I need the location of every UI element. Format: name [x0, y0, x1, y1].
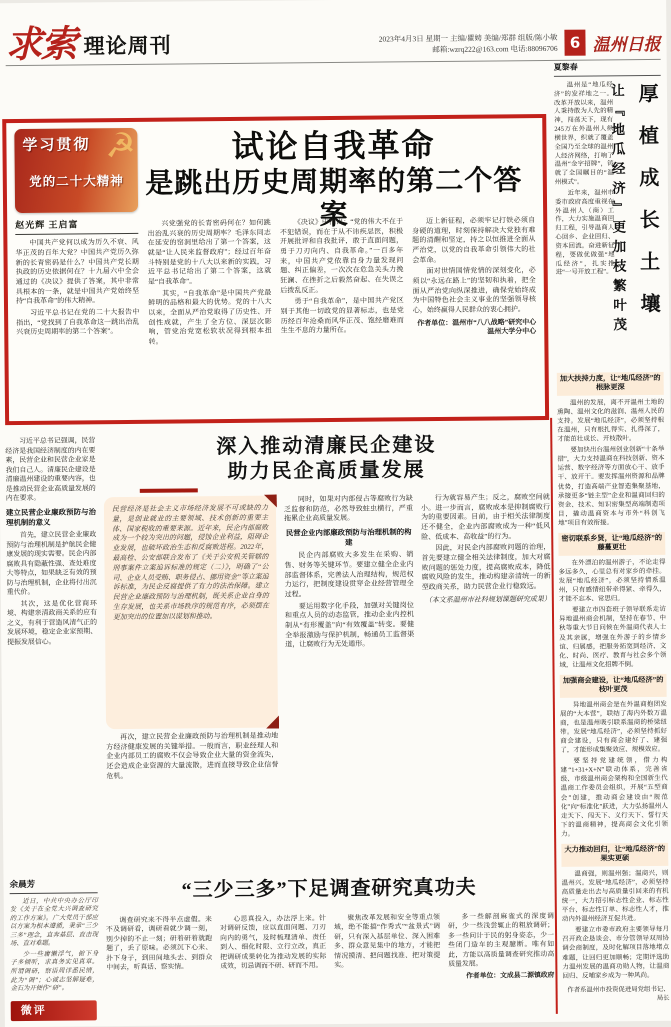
civic-paragraph: 再次，建立民营企业廉政预防与治理机制是推动地方经济健康发展的关键举措。一般而言，职业经理人和企业内部员工的腐败不仅会导致企业大量的资金流失，还会造成企业资源的大量流散，进而直接导致企业信誉危机。	[106, 731, 279, 780]
civic-paragraph: 习近平总书记强调，民营经济是我国经济制度的内在要素，民营企业和民营企业家是我们自己人。清廉民企建设是清廉温州建设的重要内容，也是推动民营企业高质量发展的内在要求。	[5, 437, 96, 503]
editor-note-text: 民营经济是社会主义市场经济发展不可或缺的力量，是创业就业的主要领域、技术创新的重要主体、国家税收的重要来源。近年来，民企内部腐败成为一个较为突出的问题，侵蚀企业利益，阻碍企业发展，也破坏政治生态和反腐败进程。2022年，最高检、公安部联合发布了《关于公安机关管辖的刑事案件立案追诉标准的规定（二）》，明确了“公司、企业人员受贿、职务侵占、挪用资金”等立案追诉标准，为民企反腐提供了有力的法治保障。建立民营企业廉政预防与治理机制，既关系企业自身的生存发展，也关系市场秩序的规范有序，必须摆在更加突出的位置加以谋划和推动。	[111, 504, 269, 621]
lead-column-1	[14, 128, 140, 415]
sweet-section-heading: 大力推动回归，让“地瓜经济”的果实更硕	[561, 843, 668, 867]
survey-intro-paragraph: 少一些庸懒浮气，俯下身子多倾听，求真务实见真章。所谓调研，察语周详悉民情，此为“调”；心诚志坚解疑难，金石为开便作“研”。	[10, 950, 99, 993]
civic-paragraph: 民企内部腐败大多发生在采购、销售、财务等关键环节。要建立健全企业内部监督体系，完善法人治理结构，规范权力运行，把制度建设贯穿企业经营管理全过程。	[284, 550, 414, 599]
lead-attribution: 作者单位：温州市“八八战略”研究中心温州大学分中心	[417, 317, 537, 336]
sweet-paragraph: 温州的发展，离不开温州土地的熏陶、温州文化的滋润、温州人民的支持。发展“地瓜经济”，必须坚持根在温州，只有根扎得实、扎得深了，才能茁壮成长、开枝散叶。	[557, 398, 665, 443]
civic-paragraph: 同时，如果对内部侵占等腐败行为缺乏监督和防范，必然导致蛀虫横行，严重拖累企业高质量发展。	[283, 494, 414, 523]
civic-article	[5, 432, 553, 867]
sweet-attribution: 作者系温州市投资促进局党组书记、局长	[567, 985, 670, 1002]
sweet-section-heading: 加强商会建设，让“地瓜经济”的枝叶更茂	[560, 674, 667, 698]
civic-paragraph: 行为就容易产生；反之，腐败空间就小。进一步而言，腐败成本是抑制腐败行为的重要因素。目前，由于相关法律制度还不健全，企业内部腐败成为一种“低风险、低成本、高收益”的行为。	[420, 492, 551, 541]
page-header	[5, 3, 661, 66]
lead-column-4	[411, 124, 537, 411]
vertical-headline-line2: 让『地瓜经济』更加枝繁叶茂	[608, 83, 627, 337]
page-number-badge: 6	[564, 30, 585, 56]
sweet-paragraph: 温商强，则温州强；温商兴，则温州兴。发展“地瓜经济”，必须坚持高质量走出去与高质量引回来的有机统一，大力招引标志性企业、标志性平台、标志性订单、标志性人才，推动内外温州经济互促共进。	[561, 869, 669, 924]
civic-paragraph: 因此，对民企内部腐败问题的治理，首先要建立健全相关法律制度，加大对腐败问题的惩处力度，提高腐败成本，降低腐败风险的发生，推动构建亲清统一的新型政商关系，助力民营企业行稳致远。	[421, 543, 551, 592]
sweet-section-2	[558, 532, 666, 670]
civic-column-2	[284, 494, 416, 782]
lead-paragraph: 习近平总书记在党的二十大报告中指出，“党找到了自我革命这一跳出治乱兴衰历史周期率的第二个答案”。	[16, 307, 140, 337]
sweet-paragraph: 要建立市四套班子领导联系走访异地温州商会机制，坚持在春节、中秋等重大节日问候在外温商代表人士及其亲属，增强在外游子的乡情乡谊、归属感，把服务拓宽到经济、文化、时尚、医疗、教育与社会多个领域，让温州文化招牌不倒。	[559, 606, 667, 669]
civic-column-note	[104, 496, 279, 784]
corner-fold-icon	[266, 716, 279, 729]
sweet-top-block	[554, 81, 664, 368]
survey-paragraph: 聚焦改革发展和安全等重点领域，绝不能搞“作秀式”“盆景式”调研，只有深入基层单位、深入困难多、群众意见集中的地方，才能把情况摸清、把问题找准、把对策提实。	[333, 914, 441, 969]
study-banner-line1: 学习贯彻	[22, 137, 91, 154]
civic-headline-line2: 助力民企高质量发展	[227, 459, 426, 484]
lead-authors: 赵光辉 王启富	[15, 212, 138, 236]
sweet-section-heading: 加大扶持力度，让“地瓜经济”的根脉更深	[557, 372, 664, 396]
sweet-potato-article	[554, 61, 670, 1018]
lead-column-3	[279, 125, 405, 412]
survey-paragraph: 心思真投入，办法浮上来。针对调研反馈，应以直面问题、刀刃向内的勇气，及时梳理清单、责任到人、细化时限、立行立改，真正把调研成果转化为推动发展的实际成效，切忌调而不研、研而不用。	[219, 915, 327, 971]
vertical-headline-line1: 厚植成长土壤	[634, 82, 660, 336]
newspaper-name: 温州日报	[592, 34, 661, 56]
survey-article	[9, 870, 554, 1023]
civic-paragraph: 要运用数字化手段，加强对关键岗位和重点人员的动态监管，推动企业内控机制从“有形覆盖”向“有效覆盖”转变。要健全举报激励与保护机制，畅通员工监督渠道，让腐败行为无处遁形。	[284, 600, 415, 649]
contact-line: 邮箱:wzrq222@163.com 电话:88096706	[432, 43, 558, 55]
party-emblem-icon: ☭	[105, 127, 136, 166]
masthead-logo: 求索	[5, 21, 76, 66]
civic-rail-column	[5, 436, 99, 867]
lead-column-2	[147, 127, 273, 414]
micro-comment-label: 微评	[11, 1000, 97, 1021]
sweet-paragraph: 温州是“地瓜经济”的发祥地之一。改革开放以来，温州人秉持敢为人先的精神，闯荡天下，现有245万在外温州人纵横世界，织就了覆盖全国乃至全球的温州人经济网络，打响了温州“金字招牌”，铸就了全国瞩目的“温州模式”。	[553, 81, 614, 186]
civic-paragraph: 其次，这是优化营商环境、构建亲清政商关系的应有之义，有利于营造风清气正的发展环境，稳定企业家预期、提振发展信心。	[6, 599, 98, 646]
survey-paragraph: 多一些解剖麻雀式的深度调研，少一些浅尝辄止的粗放调研；多一些问计于民的躬身姿态，少一些闭门造车的主观臆断。唯有如此，方能以高质量调查研究推动高质量发展。	[447, 912, 555, 968]
study-banner	[14, 128, 138, 213]
date-line: 2023年4月3日 星期一 主编/瞿娉 美编/郑群 组版/陈小敏	[378, 32, 558, 44]
issue-info	[379, 32, 558, 56]
survey-headline: “三少三多”下足调查研究真功夫	[181, 876, 477, 902]
lead-paragraph: 迈上新征程，必须牢记打铁必须自身硬的道理，时刻保持解决大党独有难题的清醒和坚定，持之以恒推进全面从严治党，以党的自我革命引领伟大的社会革命。	[412, 216, 536, 264]
civic-closing-note: （本文系温州市社科规划课题研究成果）	[424, 594, 551, 604]
civic-body-columns	[104, 493, 553, 784]
sweet-paragraph: 异地温州商会是在外温商抱团发展的“大本营”，联结了海内外数万温商，也是温州吸引联系温商的桥梁纽带。发展“地瓜经济”，必须坚持抓好商会建设，只有商会建好了、建强了，才能形成集聚效应、规模效应。	[559, 700, 668, 754]
lead-article-box	[2, 114, 549, 425]
masthead	[5, 21, 172, 66]
lead-paragraph: 中国共产党何以成为历久不衰、风华正茂的百年大党？中国共产党历久弥新的长青密码是什么？中国共产党长期执政的历史依据何在？十九届六中全会通过的《决议》提供了答案，其中非常具根本的一条，就是中国共产党始终坚持“自我革命”的伟大精神。	[15, 238, 140, 306]
editor-note-box	[104, 496, 278, 730]
header-meta	[379, 29, 661, 58]
lead-paragraph: 其实，“自我革命”是中国共产党最鲜明的品格和最大的优势。党的十八大以来，全面从严治党取得了历史性、开创性成就，产生了全方位、深层次影响，管党治党宽松软状况得到根本扭转。	[148, 288, 272, 346]
sweet-section-heading: 密切联系乡贤，让“地瓜经济”的藤蔓更壮	[558, 532, 665, 556]
study-banner-line2: 党的二十大精神	[29, 173, 124, 189]
civic-headline	[103, 432, 549, 486]
sweet-paragraph: 要建立市委市政府主要领导每月召开政企恳谈会、市分管领导双周协调会商制度，及时化解项目落地堵点难题，让回归更加顺畅；定期评选助力温州发展的温商功勋人物，让温商回归、反哺家乡成为一种风尚。	[562, 926, 670, 980]
survey-intro-paragraph: 近日，中共中央办公厅印发《关于在全党大兴调查研究的工作方案》。广大党员干部应以方案为根本遵循，秉承“三少三多”理念，直奔基层、直击现场、直对难题。	[9, 896, 99, 948]
civic-subhead-1: 建立民营企业廉政预防与治理机制的意义	[5, 506, 97, 527]
headline-accent-bar	[140, 488, 198, 493]
lead-paragraph: 兴党强党的长青密码何在？如何跳出治乱兴衰的历史周期率？毛泽东同志在延安的窑洞里给出了第一个答案，这就是“让人民来监督政府”；经过百年奋斗特别是党的十八大以来新的实践，习近平总书记给出了第二个答案，这就是“自我革命”。	[147, 218, 272, 286]
lead-paragraph: 勇于“自我革命”，是中国共产党区别于其他一切政党的显著标志，也是党历经百年沧桑而风华正茂、饱经磨难而生生不息的力量所在。	[280, 296, 404, 335]
vertical-headline	[606, 83, 664, 366]
sweet-paragraph: 要坚持党建统领，借力构建“1+31+X+N”联动体系，完善省级、市级温州商会架构和全国新生代温商工作委员会组织，开展“五型商会”创建，推动商会建设由“规范化”向“标准化”跃进，大力弘扬温州人走天下、闯天下、义行天下、誓行天下的温商精神，提高商会文化引领力。	[560, 756, 669, 838]
sweet-paragraph: 要加快出台温州创业创新“十条举措”，大力支持温商在科技创新、资本运营、数字经济等方面放心干、放手干、放开干。要发挥温州资源和品牌优势，打造高端产业智造集聚基地，承接更多“链主型”企业和温商回归的资金、技术、知识密集型高端制造项目，撬动温商资本与市外“科创飞地”项目有效衔接。	[557, 446, 666, 527]
civic-main	[103, 432, 553, 866]
civic-subhead-2: 民营企业内部廉政预防与治理机制的构建	[285, 527, 412, 548]
survey-body-columns	[106, 912, 555, 1022]
sweet-paragraph: 近年来，温州市委市政府高度重视在外温州人（商）工作，大力实施温商回归工程，引导温商人心回乡、企业回归、资本回流。奋进新征程，要做优做强“地瓜经济”，扎实推进“一号开放工程”。	[555, 189, 615, 277]
survey-author: 余晨芳	[10, 878, 98, 893]
sweet-section-4	[561, 843, 669, 981]
masthead-title: 理论周刊	[83, 33, 172, 59]
survey-attribution: 作者单位：文成县二源镇政府	[466, 972, 555, 981]
sweet-section-3	[560, 674, 669, 839]
survey-paragraph: 调查研究来不得半点虚假。来不及调研看，调研看就少调一刻，别少掉的不止一刻；研着研着就跑题了，丢了原味。必须沉下心来、扑下身子，到田间地头去、到群众中间去，听真话、察实情。	[105, 916, 213, 972]
lead-article-columns	[14, 124, 537, 415]
civic-column-3	[421, 493, 553, 781]
lead-headline-line2: 是跳出历史周期率的第二个答案	[145, 162, 523, 232]
lead-paragraph: 《决议》中指出：“党的伟大不在于不犯错误，而在于从不讳疾忌医，积极开展批评和自我批评，敢于直面问题，勇于刀刃向内、自我革命。”一百多年来，中国共产党依靠自身力量发现问题、纠正偏差，一次次在危急关头力挽狂澜、在挫折之后毅然奋起、在失误之后拨乱反正。	[279, 217, 404, 295]
sweet-paragraph: 在外漂泊的温州游子，不论走得多远多久，心里总有对家乡的牵挂。发展“地瓜经济”，必须坚持情系温州，只有感情纽带牵得紧、牵得久，才能不忘本、常思归。	[558, 558, 666, 603]
sweet-section-1	[557, 372, 665, 528]
civic-headline-line1: 深入推动清廉民企建设	[216, 434, 437, 459]
byline-kicker: 夏黎春	[554, 61, 661, 77]
lead-paragraph: 面对世情国情党情的深刻变化，必须以“永远在路上”的坚韧和执着，把全面从严治党向纵深推进，确保党始终成为中国特色社会主义事业的坚强领导核心，始终赢得人民群众的衷心拥护。	[412, 266, 537, 315]
lead-headline-line1: 试论自我革命	[231, 126, 436, 166]
survey-rail-column	[10, 878, 99, 1023]
civic-paragraph: 首先，建立民营企业廉政预防与治理机制是护航民企健康发展的现实需要。民企内部腐败具有隐蔽性强、查处难度大等特点，如果缺乏有效的预防与治理机制，企业将付出沉重代价。	[6, 531, 97, 597]
